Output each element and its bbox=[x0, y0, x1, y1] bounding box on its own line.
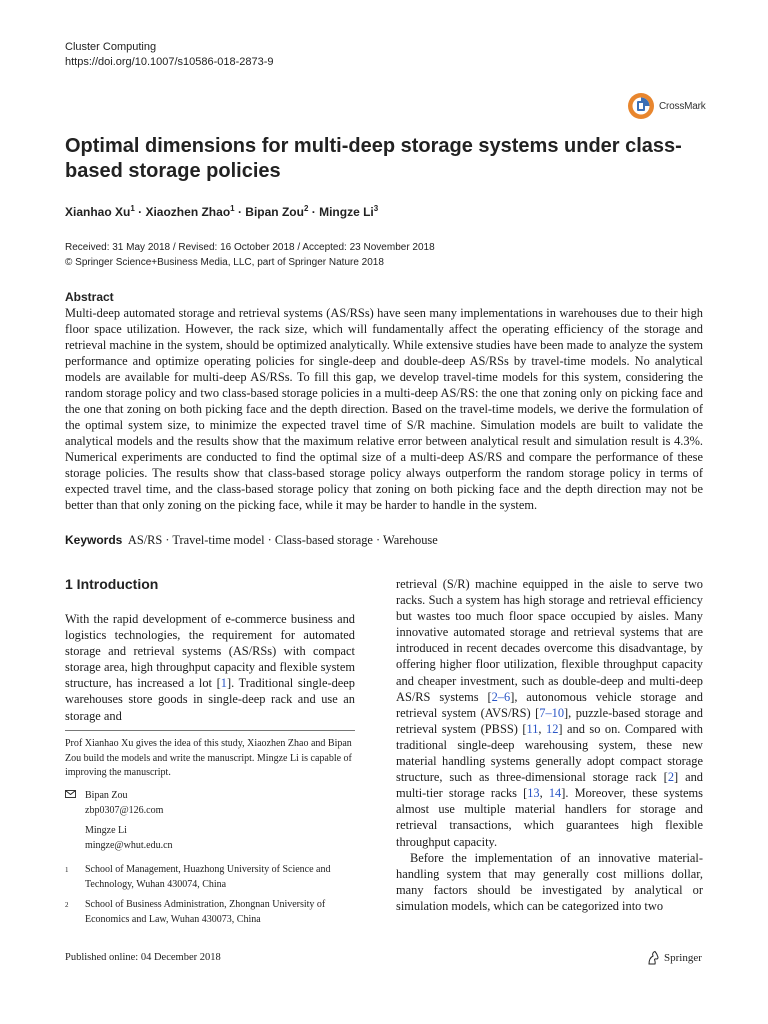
citation-link[interactable]: 1 bbox=[220, 676, 227, 691]
citation-link[interactable]: 7–10 bbox=[539, 705, 565, 720]
citation-link[interactable]: 14 bbox=[548, 786, 562, 801]
author-list bbox=[65, 204, 378, 219]
paper-title: Optimal dimensions for multi-deep storage systems under class-based storage policies bbox=[65, 135, 682, 182]
author-affiliation: 1 bbox=[230, 204, 235, 213]
keywords-line bbox=[65, 533, 438, 548]
contact-block bbox=[65, 789, 357, 927]
text-run: ], autonomous vehicle storage and retrieval system (AVS/RS) [ bbox=[396, 689, 703, 720]
text-run: ], puzzle-based storage and retrieval system (PBSS) [ bbox=[396, 705, 704, 736]
author-name: Bipan Zou bbox=[245, 205, 304, 219]
publisher-logo[interactable] bbox=[646, 950, 702, 966]
contribution-footnote: Prof Xianhao Xu gives the idea of this study, Xiaozhen Zhao and Bipan Zou build the models and write the manuscript. Mingze Li is capable of improving the manuscript. bbox=[65, 738, 352, 778]
keywords-label: Keywords bbox=[65, 533, 123, 547]
corresponding-author-name: Bipan Zou bbox=[85, 790, 128, 801]
author-separator: · bbox=[134, 205, 146, 219]
intro-column-right bbox=[396, 576, 703, 914]
citation-link[interactable]: 2 bbox=[667, 770, 675, 785]
copyright-notice: © Springer Science+Business Media, LLC, part of Springer Nature 2018 bbox=[65, 257, 384, 268]
doi-link[interactable]: https://doi.org/10.1007/s10586-018-2873-9 bbox=[65, 56, 274, 68]
crossmark-badge[interactable] bbox=[627, 92, 706, 120]
affiliation-number: 1 bbox=[65, 866, 69, 874]
abstract-heading: Abstract bbox=[65, 290, 114, 304]
published-online: Published online: 04 December 2018 bbox=[65, 952, 221, 963]
contact-author-email[interactable]: mingze@whut.edu.cn bbox=[85, 839, 173, 851]
springer-horse-icon bbox=[646, 950, 660, 966]
abstract-text: Multi-deep automated storage and retrieval systems (AS/RSs) have seen many implementations in warehouses due to their high floor space utilization. However, the rack size, which will fundamentally affect the operating efficiency of the storage and retrieval machine in the system, should be optimized analytically. While extensive studies have been made to analyze the system performance and optimize operating policies for single-deep and double-deep AS/RSs by travel-time models. No analytical models are available for multi-deep AS/RSs. To fill this gap, we develop travel-time models for this system, considering the random storage policy and two class-based storage policies in a multi-deep AS/RS: the one that zoning only on picking face and the one that zoning on both picking face and the depth direction. Based on the travel-time models, we derive the formulation of the optimal system size, to minimize the expected travel time of S/R machine. Simulation models are built to validate the analytical models and the results show that the maximum relative error between analytical result and simulation result is 4.3%. Numerical experiments are conducted to find the optimal size of a multi-deep AS/RS and compare the performance of these storage policies. The results show that class-based storage policy always outperform the random storage policy in terms of expected travel time, and the class-based storage policy that zoning on both picking face and the depth direction may not be better than that only zoning on the picking face, while it may be harder to handle in the system. bbox=[65, 306, 703, 512]
intro-paragraph-right bbox=[396, 576, 703, 850]
intro-paragraph-left bbox=[65, 611, 355, 724]
journal-header bbox=[65, 40, 274, 70]
citation-link[interactable]: 11 bbox=[526, 721, 539, 736]
author-name: Xianhao Xu bbox=[65, 205, 131, 219]
crossmark-label: CrossMark bbox=[659, 100, 706, 112]
text-run: ] and multi-tier storage racks [ bbox=[396, 770, 703, 801]
contact-author-name: Mingze Li bbox=[85, 825, 127, 836]
publication-dates bbox=[65, 240, 435, 270]
citation-link[interactable]: 2–6 bbox=[491, 689, 511, 704]
text-run: ]. Moreover, these systems almost use multiple material handlers for storage and retrieval transactions, which guarantees high flexible throughput capacity. bbox=[396, 786, 704, 849]
affiliation-text: School of Management, Huazhong University of Science and Technology, Wuhan 430074, China bbox=[85, 864, 331, 890]
text-run: ]. Traditional single-deep warehouses store goods in single-deep rack and use an storage and bbox=[65, 676, 355, 723]
author-affiliation: 2 bbox=[303, 204, 309, 213]
crossmark-icon bbox=[627, 92, 655, 120]
envelope-icon bbox=[65, 789, 85, 818]
text-run: , bbox=[539, 786, 549, 801]
affiliation-item bbox=[65, 863, 357, 892]
author-name: Mingze Li bbox=[319, 205, 374, 219]
affiliation-number: 2 bbox=[65, 901, 69, 909]
author-affiliation: 3 bbox=[373, 204, 379, 213]
journal-name: Cluster Computing bbox=[65, 41, 157, 53]
text-run: , bbox=[538, 721, 547, 736]
publisher-name: Springer bbox=[664, 952, 702, 964]
footnote-divider bbox=[65, 730, 355, 731]
author-separator: · bbox=[308, 205, 320, 219]
citation-link[interactable]: 13 bbox=[527, 786, 540, 801]
history-dates: Received: 31 May 2018 / Revised: 16 October 2018 / Accepted: 23 November 2018 bbox=[65, 242, 435, 253]
text-run: retrieval (S/R) machine equipped in the aisle to serve two racks. Such a system has high storage and retrieval efficiency but wastes too much floor space occupied by aisles. Many innovative automated storage and retrieval systems that are introduced in recent decades overcome this disadvantage, by offering higher floor utilization, flexible throughput capacity and cheaper investment, such as double-deep and multi-deep AS/RS systems [ bbox=[396, 577, 703, 704]
corresponding-author-email[interactable]: zbp0307@126.com bbox=[85, 804, 164, 816]
section-heading: 1 Introduction bbox=[65, 576, 159, 592]
citation-link[interactable]: 12 bbox=[546, 721, 559, 736]
affiliation-item bbox=[65, 898, 357, 927]
intro-paragraph-right-2: Before the implementation of an innovative material-handling system that may generally cost millions dollar, many factors should be investigated by analytical or simulation models, which can be categorized into two bbox=[396, 850, 703, 913]
author-name: Xiaozhen Zhao bbox=[145, 205, 231, 219]
affiliation-text: School of Business Administration, Zhongnan University of Economics and Law, Wuhan 430073, China bbox=[85, 899, 326, 925]
text-run: ] and so on. Compared with traditional single-deep warehousing system, these new material handling systems generally adopt compact storage structure, such as three-dimensional storage rack [ bbox=[396, 721, 704, 785]
text-run: With the rapid development of e-commerce business and logistics technologies, the requirement for automated storage and retrieval systems (AS/RSs) with compact storage area, high throughput capacity and flexible system structure, has increased a lot [ bbox=[65, 612, 355, 691]
author-affiliation: 1 bbox=[130, 204, 135, 213]
abstract-section bbox=[65, 290, 703, 513]
author-separator: · bbox=[234, 205, 246, 219]
keywords-list: AS/RS · Travel-time model · Class-based storage · Warehouse bbox=[127, 533, 438, 547]
